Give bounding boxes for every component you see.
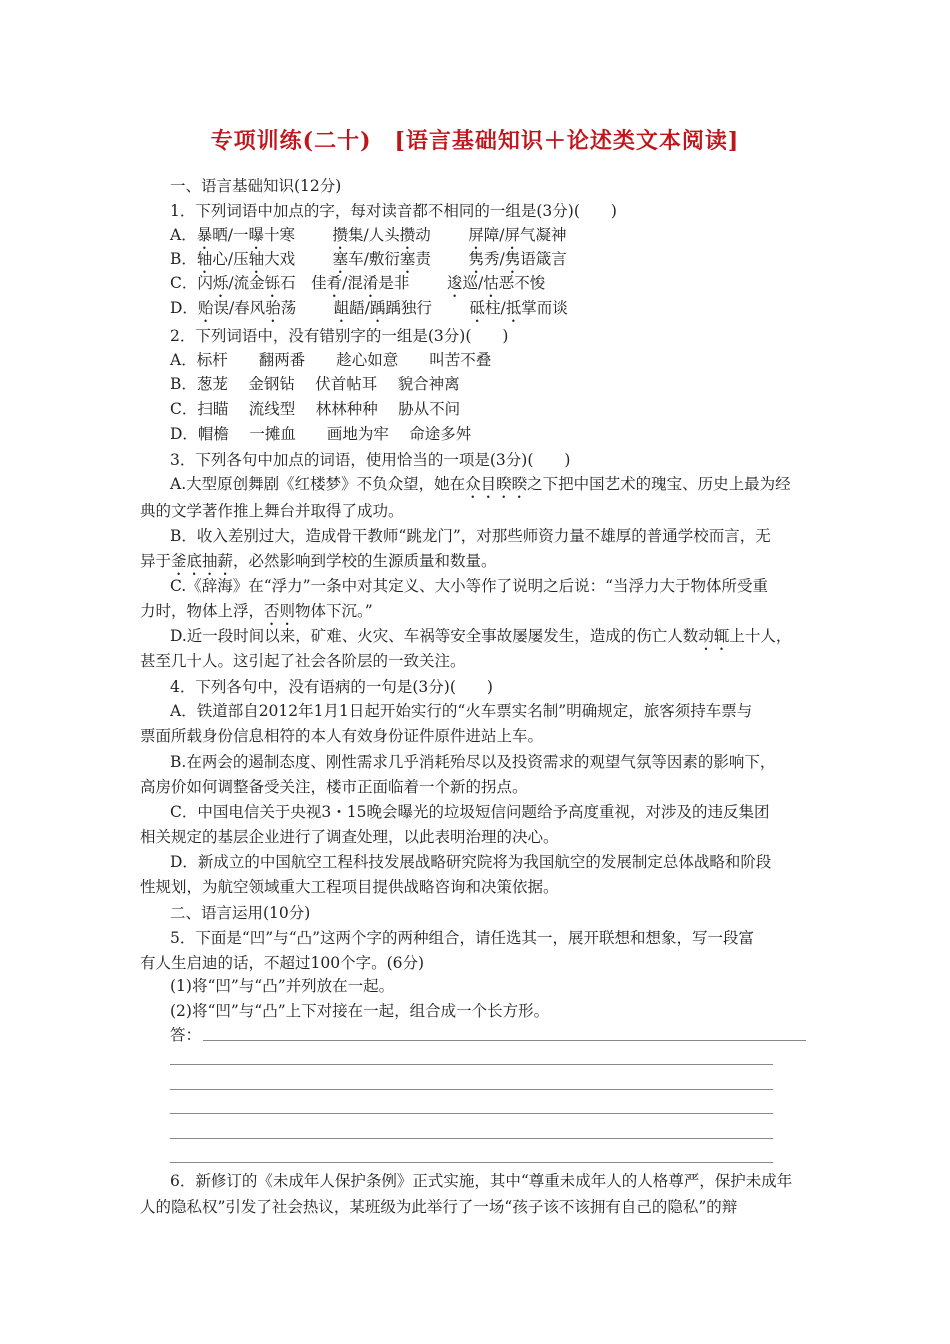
- question-3-option-a-line1: A.大型原创舞剧《红楼梦》不负众望，她在众目睽睽之下把中国艺术的瑰宝、历史上最为经: [170, 475, 791, 493]
- section-heading-2: 二、语言运用(10分): [170, 904, 311, 922]
- question-3-option-d-line2: 甚至几十人。这引起了社会各阶层的一致关注。: [140, 652, 466, 670]
- question-4-option-b-line2: 高房价如何调整备受关注，楼市正面临着一个新的拐点。: [140, 778, 528, 796]
- question-1-option-b: B．轴心/压轴大戏 塞车/敷衍塞责 隽秀/隽语箴言: [170, 250, 567, 268]
- page-title: 专项训练(二十) [语言基础知识＋论述类文本阅读]: [210, 128, 740, 154]
- question-4-option-d-line2: 性规划，为航空领域重大工程项目提供战略咨询和决策依据。: [140, 878, 559, 896]
- question-3-option-c-line1: C.《辞海》在“浮力”一条中对其定义、大小等作了说明之后说：“当浮力大于物体所受重: [170, 577, 769, 595]
- section-heading-1: 一、语言基础知识(12分): [170, 177, 342, 195]
- question-3-option-d-line1: D.近一段时间以来，矿难、火灾、车祸等安全事故屡屡发生，造成的伤亡人数动辄上十人，: [170, 627, 792, 645]
- question-2-option-c: C．扫瞄 流线型 林林种种 胁从不问: [170, 400, 461, 418]
- answer-line[interactable]: [170, 1138, 773, 1139]
- question-4-option-a-line2: 票面所载身份信息相符的本人有效身份证件原件进站上车。: [140, 727, 544, 745]
- answer-label: 答：: [170, 1026, 202, 1044]
- question-1-stem: 1．下列词语中加点的字，每对读音都不相同的一组是(3分)( ): [170, 202, 617, 220]
- answer-line[interactable]: [170, 1162, 773, 1163]
- answer-line[interactable]: [170, 1089, 773, 1090]
- question-2-option-a: A．标杆 翻两番 趁心如意 叫苦不叠: [170, 351, 492, 369]
- question-3-option-b-line1: B．收入差别过大，造成骨干教师“跳龙门”，对那些师资力量不雄厚的普通学校而言，无: [170, 527, 771, 545]
- answer-line[interactable]: [203, 1040, 806, 1041]
- question-1-option-c: C．闪烁/流金铄石 佳肴/混淆是非 逡巡/怙恶不悛: [170, 274, 546, 292]
- question-3-option-b-line2: 异于釜底抽薪，必然影响到学校的生源质量和数量。: [140, 552, 497, 570]
- question-6-line2: 人的隐私权”引发了社会热议，某班级为此举行了一场“孩子该不该拥有自己的隐私”的辩: [140, 1198, 738, 1216]
- question-2-option-d: D．帽檐 一摊血 画地为牢 命途多舛: [170, 425, 472, 443]
- question-4-option-c-line1: C．中国电信关于央视3・15晚会曝光的垃圾短信问题给予高度重视，对涉及的违反集团: [170, 803, 770, 821]
- question-5-stem-line1: 5．下面是“凹”与“凸”这两个字的两种组合，请任选其一，展开联想和想象，写一段富: [170, 929, 755, 947]
- question-3-option-c-line2: 力时，物体上浮，否则物体下沉。”: [140, 602, 373, 620]
- question-3-stem: 3．下列各句中加点的词语，使用恰当的一项是(3分)( ): [170, 451, 571, 469]
- question-2-option-b: B．葱茏 金钢钻 伏首帖耳 貌合神离: [170, 375, 460, 393]
- question-1-option-d: D．贻误/春风骀荡 龃龉/踽踽独行 砥柱/抵掌而谈: [170, 299, 568, 317]
- question-2-stem: 2．下列词语中，没有错别字的一组是(3分)( ): [170, 327, 509, 345]
- question-4-stem: 4．下列各句中，没有语病的一句是(3分)( ): [170, 678, 493, 696]
- question-4-option-d-line1: D．新成立的中国航空工程科技发展战略研究院将为我国航空的发展制定总体战略和阶段: [170, 853, 772, 871]
- question-1-option-a: A．暴晒/一曝十寒 攒集/人头攒动 屏障/屏气凝神: [170, 226, 567, 244]
- question-4-option-c-line2: 相关规定的基层企业进行了调查处理，以此表明治理的决心。: [140, 828, 559, 846]
- question-5-option-2: (2)将“凹”与“凸”上下对接在一起，组合成一个长方形。: [170, 1002, 550, 1020]
- answer-line[interactable]: [170, 1113, 773, 1114]
- question-6-line1: 6．新修订的《未成年人保护条例》正式实施，其中“尊重未成年人的人格尊严，保护未成年: [170, 1172, 793, 1190]
- question-3-option-a-line2: 典的文学著作推上舞台并取得了成功。: [140, 502, 404, 520]
- question-4-option-a-line1: A．铁道部自2012年1月1日起开始实行的“火车票实名制”明确规定，旅客须持车票与: [170, 702, 753, 720]
- question-4-option-b-line1: B.在两会的遏制态度、刚性需求几乎消耗殆尽以及投资需求的观望气氛等因素的影响下，: [170, 753, 776, 771]
- question-5-option-1: (1)将“凹”与“凸”并列放在一起。: [170, 977, 395, 995]
- answer-line[interactable]: [170, 1064, 773, 1065]
- question-5-stem-line2: 有人生启迪的话，不超过100个字。(6分): [140, 954, 425, 972]
